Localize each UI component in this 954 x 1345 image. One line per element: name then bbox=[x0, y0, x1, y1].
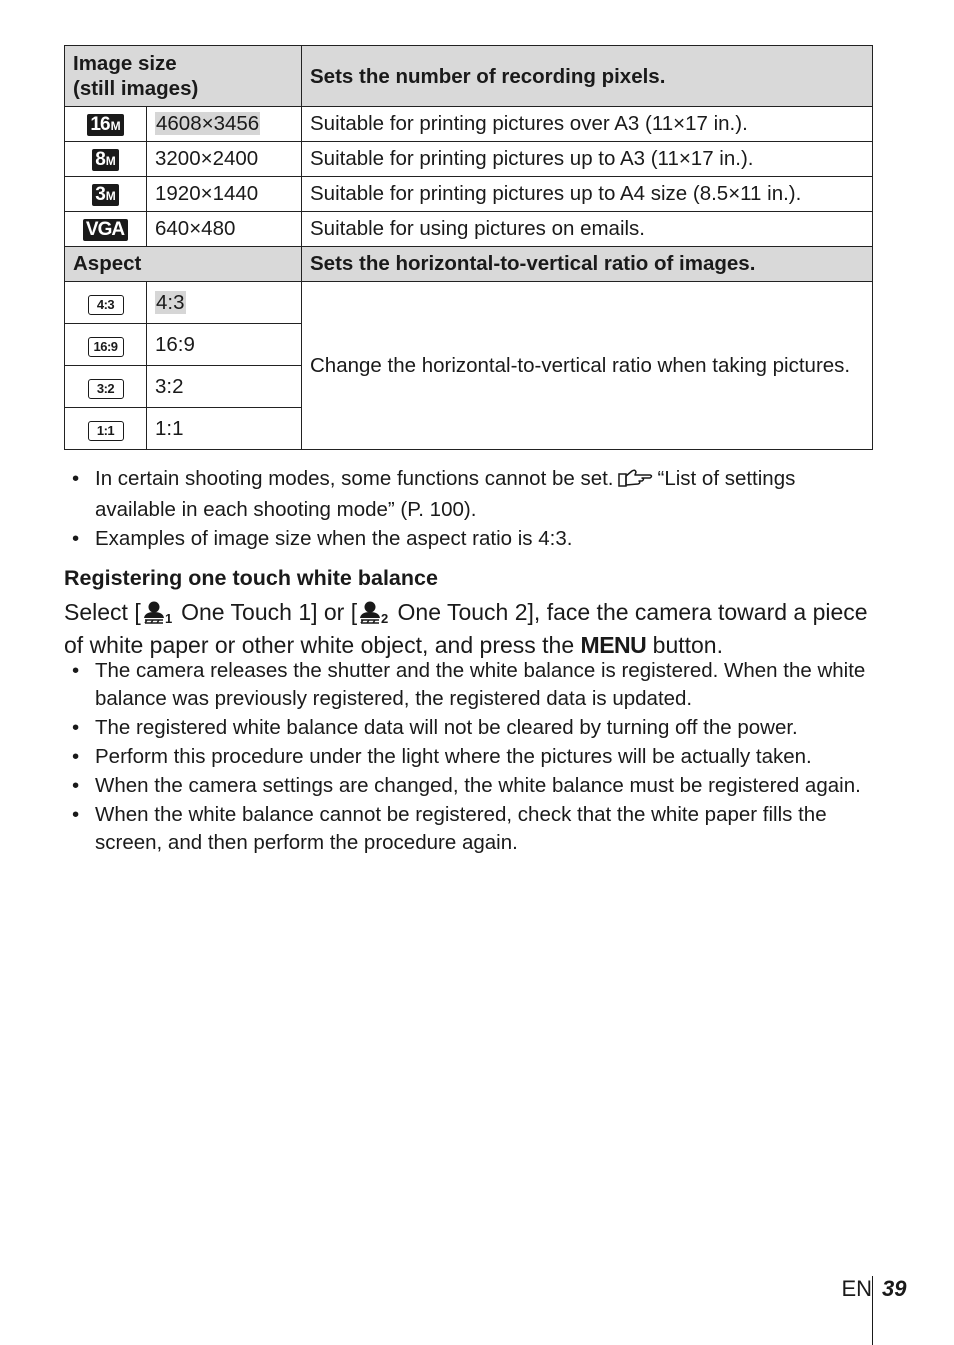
resolution-cell: 3200×2400 bbox=[147, 142, 302, 177]
list-item: • When the white balance cannot be registered, check that the white paper fills the screen, and then perform the procedure again. bbox=[64, 801, 876, 857]
table-notes bbox=[64, 465, 876, 554]
svg-text:2: 2 bbox=[381, 611, 389, 624]
aspect-description-cell: Change the horizontal-to-vertical ratio when taking pictures. bbox=[302, 282, 873, 450]
ratio-cell: 3:2 bbox=[147, 366, 302, 408]
svg-text:1: 1 bbox=[164, 611, 172, 624]
section-heading: Registering one touch white balance bbox=[64, 566, 438, 590]
table-row bbox=[65, 142, 873, 177]
one-touch-wb-1-icon bbox=[141, 600, 175, 631]
table-row bbox=[65, 282, 873, 324]
image-size-header-row bbox=[65, 46, 873, 107]
image-size-3m-icon: 3M bbox=[65, 177, 147, 212]
aspect-1-1-icon: 1:1 bbox=[65, 408, 147, 450]
white-balance-notes bbox=[64, 657, 876, 858]
list-item: • In certain shooting modes, some functions cannot be set. “List of settings available in each shooting mode” (P. 100). bbox=[64, 465, 876, 524]
aspect-header-description: Sets the horizontal-to-vertical ratio of images. bbox=[302, 247, 873, 282]
page-number: 39 bbox=[882, 1276, 907, 1301]
footer-language: EN bbox=[841, 1276, 872, 1301]
aspect-4-3-icon: 4:3 bbox=[65, 282, 147, 324]
list-item: • The registered white balance data will not be cleared by turning off the power. bbox=[64, 714, 876, 742]
image-size-vga-icon: VGA bbox=[65, 212, 147, 247]
instruction-paragraph: Select [ 1 One Touch 1] or [ 2 One Touch 2], face the camera toward a piece of white paper or other white object, and press the MENU button. bbox=[64, 599, 868, 658]
description-cell: Suitable for printing pictures up to A4 size (8.5×11 in.). bbox=[302, 177, 873, 212]
image-size-8m-icon: 8M bbox=[65, 142, 147, 177]
one-touch-wb-2-icon bbox=[357, 600, 391, 631]
table-row bbox=[65, 212, 873, 247]
reference-hand-icon bbox=[618, 468, 654, 496]
image-size-16m-icon: 16M bbox=[65, 107, 147, 142]
ratio-cell: 4:3 bbox=[147, 282, 302, 324]
list-item: • When the camera settings are changed, the white balance must be registered again. bbox=[64, 772, 876, 800]
description-cell: Suitable for printing pictures up to A3 (11×17 in.). bbox=[302, 142, 873, 177]
list-item: • The camera releases the shutter and the white balance is registered. When the white balance was previously registered, the registered data is updated. bbox=[64, 657, 876, 713]
footer-divider bbox=[872, 1276, 873, 1345]
table-row bbox=[65, 107, 873, 142]
description-cell: Suitable for printing pictures over A3 (11×17 in.). bbox=[302, 107, 873, 142]
aspect-3-2-icon: 3:2 bbox=[65, 366, 147, 408]
ratio-cell: 1:1 bbox=[147, 408, 302, 450]
settings-table bbox=[64, 45, 873, 450]
aspect-16-9-icon: 16:9 bbox=[65, 324, 147, 366]
list-item: • Examples of image size when the aspect ratio is 4:3. bbox=[64, 525, 876, 553]
description-cell: Suitable for using pictures on emails. bbox=[302, 212, 873, 247]
resolution-cell: 640×480 bbox=[147, 212, 302, 247]
aspect-header-label: Aspect bbox=[65, 247, 302, 282]
image-size-header-label: Image size (still images) bbox=[65, 46, 302, 107]
resolution-cell: 4608×3456 bbox=[147, 107, 302, 142]
menu-button-label: MENU bbox=[580, 632, 647, 658]
aspect-header-row bbox=[65, 247, 873, 282]
image-size-header-description: Sets the number of recording pixels. bbox=[302, 46, 873, 107]
resolution-cell: 1920×1440 bbox=[147, 177, 302, 212]
table-row bbox=[65, 177, 873, 212]
list-item: • Perform this procedure under the light where the pictures will be actually taken. bbox=[64, 743, 876, 771]
ratio-cell: 16:9 bbox=[147, 324, 302, 366]
